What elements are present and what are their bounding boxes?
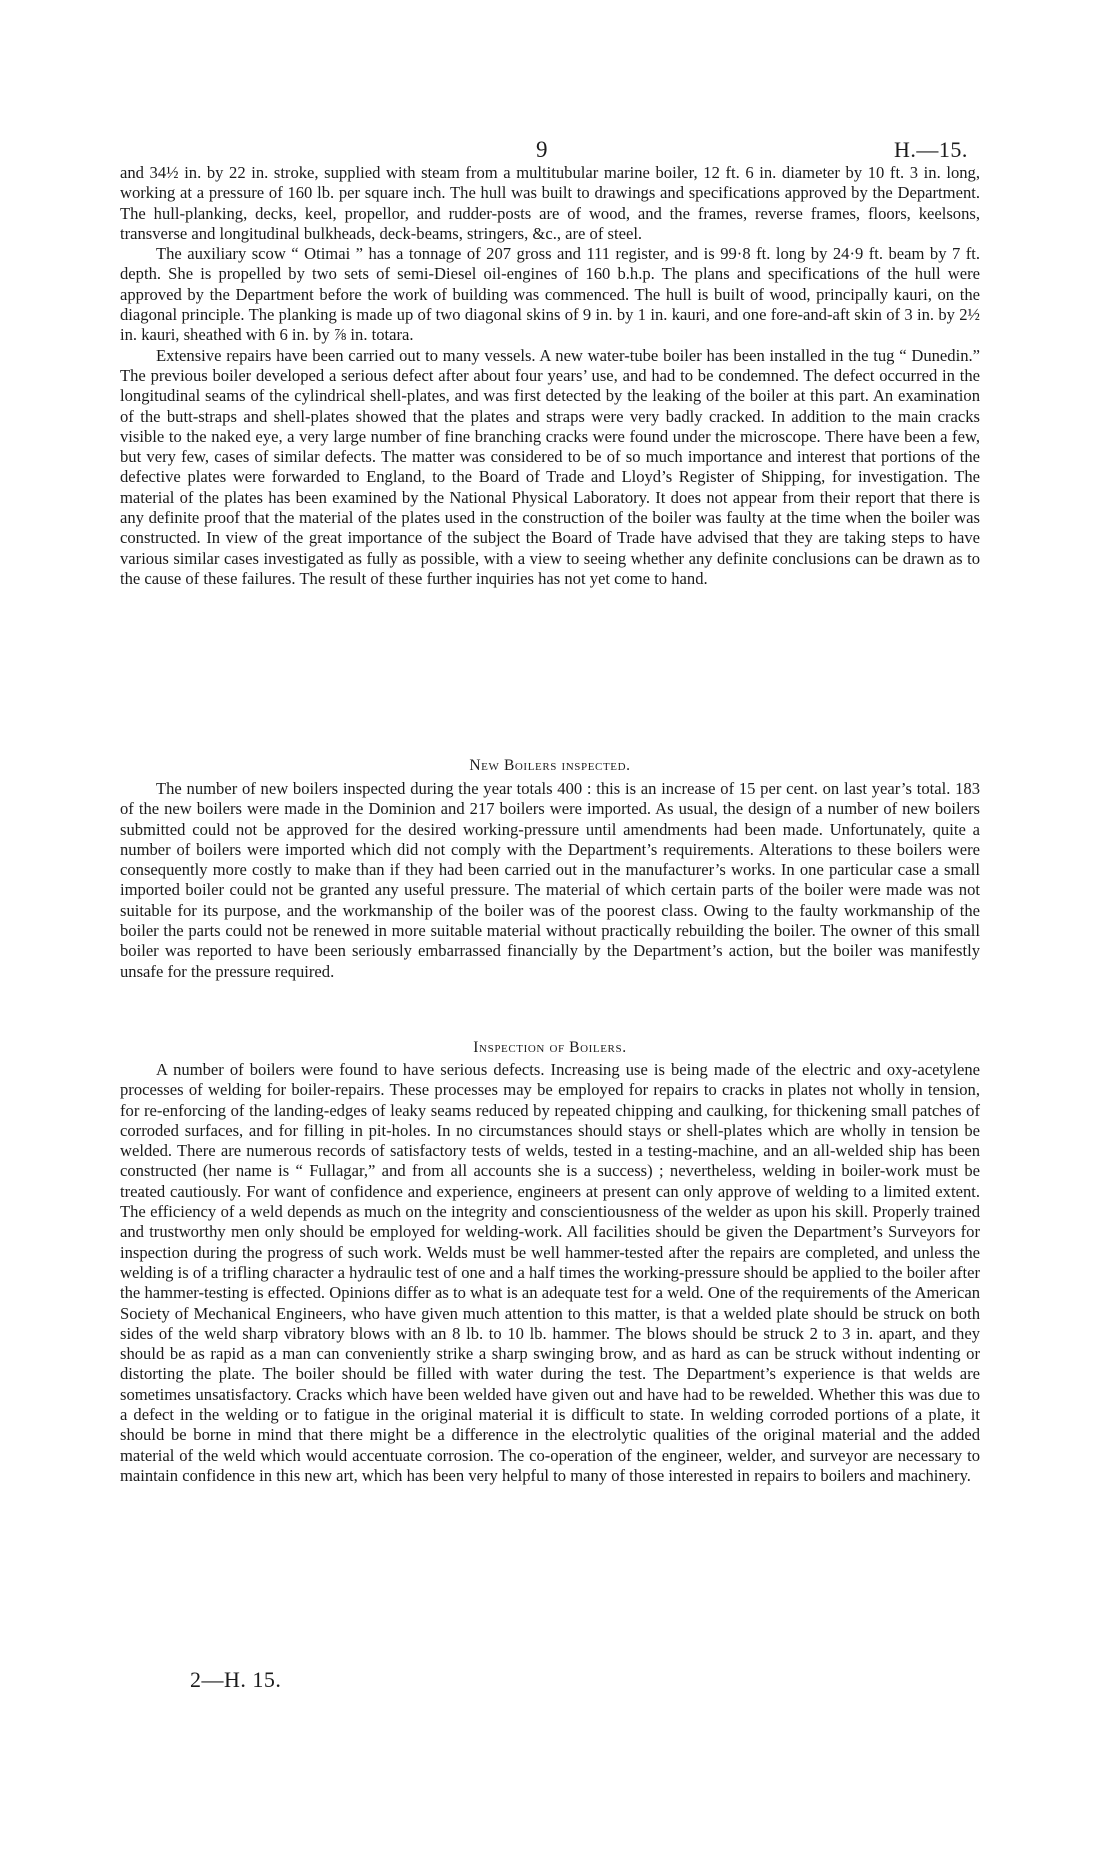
paragraph-scow-otimai: The auxiliary scow “ Otimai ” has a tonnage of 207 gross and 111 register, and is 99·8 ft. long by 24·9 ft. beam by 7 ft. depth. She is propelled by two sets of semi-Diesel oil-engines of 160 b.h.p. The plans and specifications of the hull were approved by the Department before the work of building was commenced. The hull is built of wood, principally kauri, on the diagonal principle. The planking is made up of two diagonal skins of 9 in. by 1 in. kauri, and one fore-and-aft skin of 3 in. by 2½ in. kauri, sheathed with 6 in. by ⅞ in. totara. [120, 244, 980, 345]
opening-section [120, 163, 980, 589]
paragraph-new-boilers: The number of new boilers inspected during the year totals 400 : this is an increase of 15 per cent. on last year’s total. 183 of the new boilers were made in the Dominion and 217 boilers were imported. As usual, the design of a number of new boilers submitted could not be approved for the desired working-pressure until amendments had been made. Unfortunately, quite a number of boilers were imported which did not comply with the Department’s requirements. Alterations to these boilers were consequently more costly to make than if they had been carried out in the manufacturer’s works. In one particular case a small imported boiler could not be granted any useful pressure. The material of which certain parts of the boiler were made was not suitable for its purpose, and the workmanship of the boiler was of the poorest class. Owing to the faulty workmanship of the boiler the parts could not be renewed in more suitable material without practically rebuilding the boiler. The owner of this small boiler was reported to have been seriously embarrassed financially by the Department’s action, but the boiler was manifestly unsafe for the pressure required. [120, 779, 980, 981]
paragraph-repairs-dunedin: Extensive repairs have been carried out to many vessels. A new water-tube boiler has been installed in the tug “ Dunedin.” The previous boiler developed a serious defect after about four years’ use, and had to be condemned. The defect occurred in the longitudinal seams of the cylindrical shell-plates, and was first detected by the leaking of the boiler at this part. An examination of the butt-straps and shell-plates showed that the plates and straps were very badly cracked. In addition to the main cracks visible to the naked eye, a very large number of fine branching cracks were found under the microscope. There have been a few, but very few, cases of similar defects. The matter was considered to be of so much importance and interest that portions of the defective plates were forwarded to England, to the Board of Trade and Lloyd’s Register of Shipping, for investigation. The material of the plates has been examined by the National Physical Laboratory. It does not appear from their report that there is any definite proof that the material of the plates used in the construction of the boiler was faulty at the time when the boiler was constructed. In view of the great importance of the subject the Board of Trade have advised that they are taking steps to have various similar cases investigated as fully as possible, with a view to seeing whether any definite conclusions can be drawn as to the cause of these failures. The result of these further inquiries has not yet come to hand. [120, 345, 980, 588]
heading-new-boilers-inspected: New Boilers inspected. [469, 757, 631, 774]
inspection-section [120, 1060, 980, 1486]
page-number: 9 [536, 137, 548, 162]
printer-signature: 2—H. 15. [190, 1667, 282, 1692]
new-boilers-section [120, 779, 980, 982]
document-reference: H.—15. [894, 137, 968, 162]
heading-inspection-of-boilers: Inspection of Boilers. [473, 1039, 627, 1056]
paragraph-welding: A number of boilers were found to have serious defects. Increasing use is being made of the electric and oxy-acetylene processes of welding for boiler-repairs. These processes may be employed for repairs to cracks in plates not wholly in tension, for re-enforcing of the landing-edges of leaky seams reduced by repeated chipping and caulking, for thickening small patches of corroded surfaces, and for filling in pit-holes. In no circumstances should stays or shell-plates which are wholly in tension be welded. There are numerous records of satisfactory tests of welds, tested in a testing-machine, and an all-welded ship has been constructed (her name is “ Fullagar,” and from all accounts she is a success) ; nevertheless, welding in boiler-work must be treated cautiously. For want of confidence and experience, engineers at present can only approve of welding to a limited extent. The efficiency of a weld depends as much on the integrity and conscientiousness of the welder as upon his skill. Properly trained and trustworthy men only should be employed for welding-work. All facilities should be given the Department’s Surveyors for inspection during the progress of such work. Welds must be well hammer-tested after the repairs are completed, and unless the welding is of a trifling character a hydraulic test of one and a half times the working-pressure should be applied to the boiler after the hammer-testing is effected. Opinions differ as to what is an adequate test for a weld. One of the requirements of the American Society of Mechanical Engineers, who have given much attention to this matter, is that a welded plate should be struck on both sides of the weld sharp vibratory blows with an 8 lb. to 10 lb. hammer. The blows should be struck 2 to 3 in. apart, and they should be as rapid as a man can conveniently strike a sharp swinging brow, and as hard as can be struck without indenting or distorting the plate. The boiler should be filled with water during the test. The Department’s experience is that welds are sometimes unsatisfactory. Cracks which have been welded have given out and have had to be rewelded. Whether this was due to a defect in the welding or to fatigue in the original material it is difficult to state. In welding corroded portions of a plate, it should be borne in mind that there might be a difference in the electrolytic qualities of the original material and the added material of the weld which would accentuate corrosion. The co-operation of the engineer, welder, and surveyor are necessary to maintain confidence in this new art, which has been very helpful to many of those interested in repairs to boilers and machinery. [120, 1060, 980, 1485]
paragraph-hull-construction: and 34½ in. by 22 in. stroke, supplied with steam from a multitubular marine boiler, 12 ft. 6 in. diameter by 10 ft. 3 in. long, working at a pressure of 160 lb. per square inch. The hull was built to drawings and specifications approved by the Department. The hull-planking, decks, keel, propellor, and rudder-posts are of wood, and the frames, reverse frames, floors, keelsons, transverse and longitudinal bulkheads, deck-beams, stringers, &c., are of steel. [120, 163, 980, 243]
